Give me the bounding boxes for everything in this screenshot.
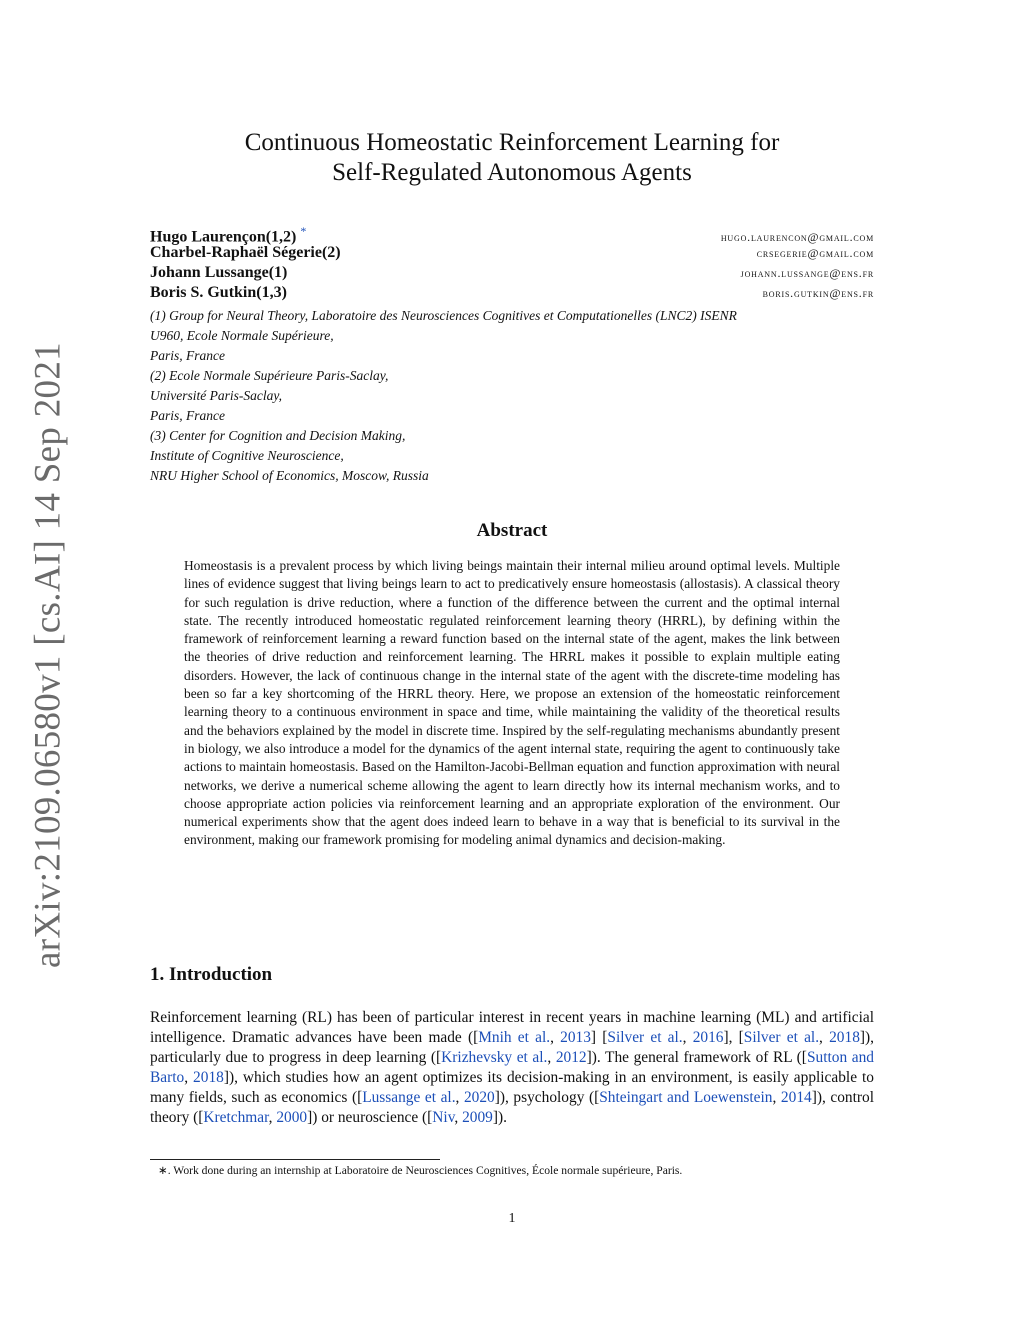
citation-link[interactable]: Lussange et al.: [362, 1089, 456, 1106]
author-email: hugo.laurencon@gmail.com: [720, 230, 874, 245]
citation-link[interactable]: Krizhevsky et al.: [441, 1049, 548, 1066]
affiliation-line: Université Paris-Saclay,: [150, 388, 282, 403]
author-name: Hugo Laurençon(1,2): [150, 228, 297, 246]
author-email: johann.lussange@ens.fr: [740, 266, 874, 280]
citation-link[interactable]: Mnih et al.: [478, 1029, 551, 1046]
page-number: 1: [508, 1211, 516, 1226]
author-block: [150, 224, 874, 304]
citation-year-link[interactable]: 2013: [560, 1029, 591, 1046]
citation-year-link[interactable]: 2018: [193, 1069, 224, 1086]
abstract-body: Homeostasis is a prevalent process by which living beings maintain their internal milieu around optimal levels. Multiple lines of evidence suggest that living beings learn to act to predicatively ensure homeostasis (allostasis). A classical theory for such regulation is drive reduction, where a function of the difference between the current and the optimal internal state. The recently introduced homeostatic regulated reinforcement learning theory (HRRL), by defining within the framework of reinforcement learning a reward function based on the internal state of the agent, makes the link between the theories of drive reduction and reinforcement learning. The HRRL makes it possible to explain multiple eating disorders. However, the lack of continuous change in the internal state of the agent with the discrete-time modeling has been so far a key shortcoming of the HRRL theory. Here, we propose an extension of the homeostatic reinforcement learning theory to a continuous environment in space and time, while maintaining the validity of the theoretical results and the behaviors explained by the model in discrete time. Inspired by the self-regulating mechanisms abundantly present in biology, we also introduce a model for the dynamics of the agent internal state, requiring the agent to continuously take actions to maintain homeostasis. Based on the Hamilton-Jacobi-Bellman equation and function approximation with neural networks, we derive a numerical scheme allowing the agent to learn directly how its internal mechanism works, and to choose appropriate action policies via reinforcement learning and an appropriate exploration of the environment. Our numerical experiments show that the agent does indeed learn to behave in a way that is beneficial to its survival in the environment, making our framework promising for modeling animal dynamics and decision-making.: [184, 558, 840, 848]
citation-link[interactable]: Silver et al.: [743, 1029, 820, 1046]
citation-year-link[interactable]: 2016: [692, 1029, 724, 1046]
arxiv-identifier: arXiv:2109.06580v1 [cs.AI] 14 Sep 2021: [27, 342, 69, 968]
citation-link[interactable]: Sutton and Barto: [150, 1049, 874, 1086]
citation-year-link[interactable]: 2014: [780, 1089, 812, 1106]
author-email: boris.gutkin@ens.fr: [762, 286, 874, 300]
author-row: [150, 224, 874, 244]
title-line-2: Self-Regulated Autonomous Agents: [332, 159, 692, 186]
affiliation-line: Paris, France: [150, 408, 225, 423]
introduction-paragraph: Reinforcement learning (RL) has been of particular interest in recent years in machine learning (ML) and artificial intelligence. Dramatic advances have been made ([Mnih et al., 2013] [Silver et al., 2016], [Silver et al., 2018]), particularly due to progress in deep learning ([Krizhevsky et al., 2012]). The general framework of RL ([Sutton and Barto, 2018]), which studies how an agent optimizes its decision-making in an environment, is easily applicable to many fields, such as economics ([Lussange et al., 2020]), psychology ([Shteingart and Loewenstein, 2014]), control theory ([Kretchmar, 2000]) or neuroscience ([Niv, 2009]).: [150, 1009, 874, 1126]
author-name: Johann Lussange(1): [150, 264, 288, 281]
footnote-marker[interactable]: *: [300, 224, 307, 238]
title-line-1: Continuous Homeostatic Reinforcement Learning for: [244, 129, 780, 156]
citation-year-link[interactable]: 2020: [463, 1089, 495, 1106]
affiliation-line: Paris, France: [150, 348, 225, 363]
footnote-rule: [150, 1159, 440, 1160]
author-row: [150, 244, 874, 264]
author-name: Charbel-Raphaël Ségerie(2): [150, 244, 341, 261]
affiliation-line: NRU Higher School of Economics, Moscow, Russia: [150, 468, 429, 483]
section-heading-introduction: 1. Introduction: [150, 964, 273, 985]
citation-year-link[interactable]: 2000: [276, 1109, 308, 1126]
author-email: crsegerie@gmail.com: [756, 246, 874, 260]
author-row: [150, 264, 874, 284]
affiliations: [150, 306, 880, 486]
affiliation-line: (2) Ecole Normale Supérieure Paris-Saclay,: [150, 368, 389, 383]
citation-year-link[interactable]: 2009: [462, 1109, 493, 1126]
author-row: [150, 284, 874, 304]
citation-link[interactable]: Kretchmar: [203, 1109, 269, 1126]
citation-year-link[interactable]: 2012: [555, 1049, 587, 1066]
affiliation-line: (1) Group for Neural Theory, Laboratoire des Neurosciences Cognitives et Computationelles (LNC2) ISENR: [150, 308, 737, 323]
citation-link[interactable]: Silver et al.: [607, 1029, 683, 1046]
citation-link[interactable]: Shteingart and Loewenstein: [599, 1089, 773, 1106]
author-name: Boris S. Gutkin(1,3): [150, 284, 287, 301]
affiliation-line: (3) Center for Cognition and Decision Making,: [150, 428, 406, 443]
abstract-heading: Abstract: [476, 520, 548, 541]
footnote: ∗. Work done during an internship at Laboratoire de Neurosciences Cognitives, École normale supérieure, Paris.: [158, 1164, 683, 1177]
citation-link[interactable]: Niv: [432, 1109, 455, 1126]
paper-title: [150, 128, 874, 188]
affiliation-line: Institute of Cognitive Neuroscience,: [150, 448, 344, 463]
citation-year-link[interactable]: 2018: [829, 1029, 860, 1046]
affiliation-line: U960, Ecole Normale Supérieure,: [150, 328, 334, 343]
